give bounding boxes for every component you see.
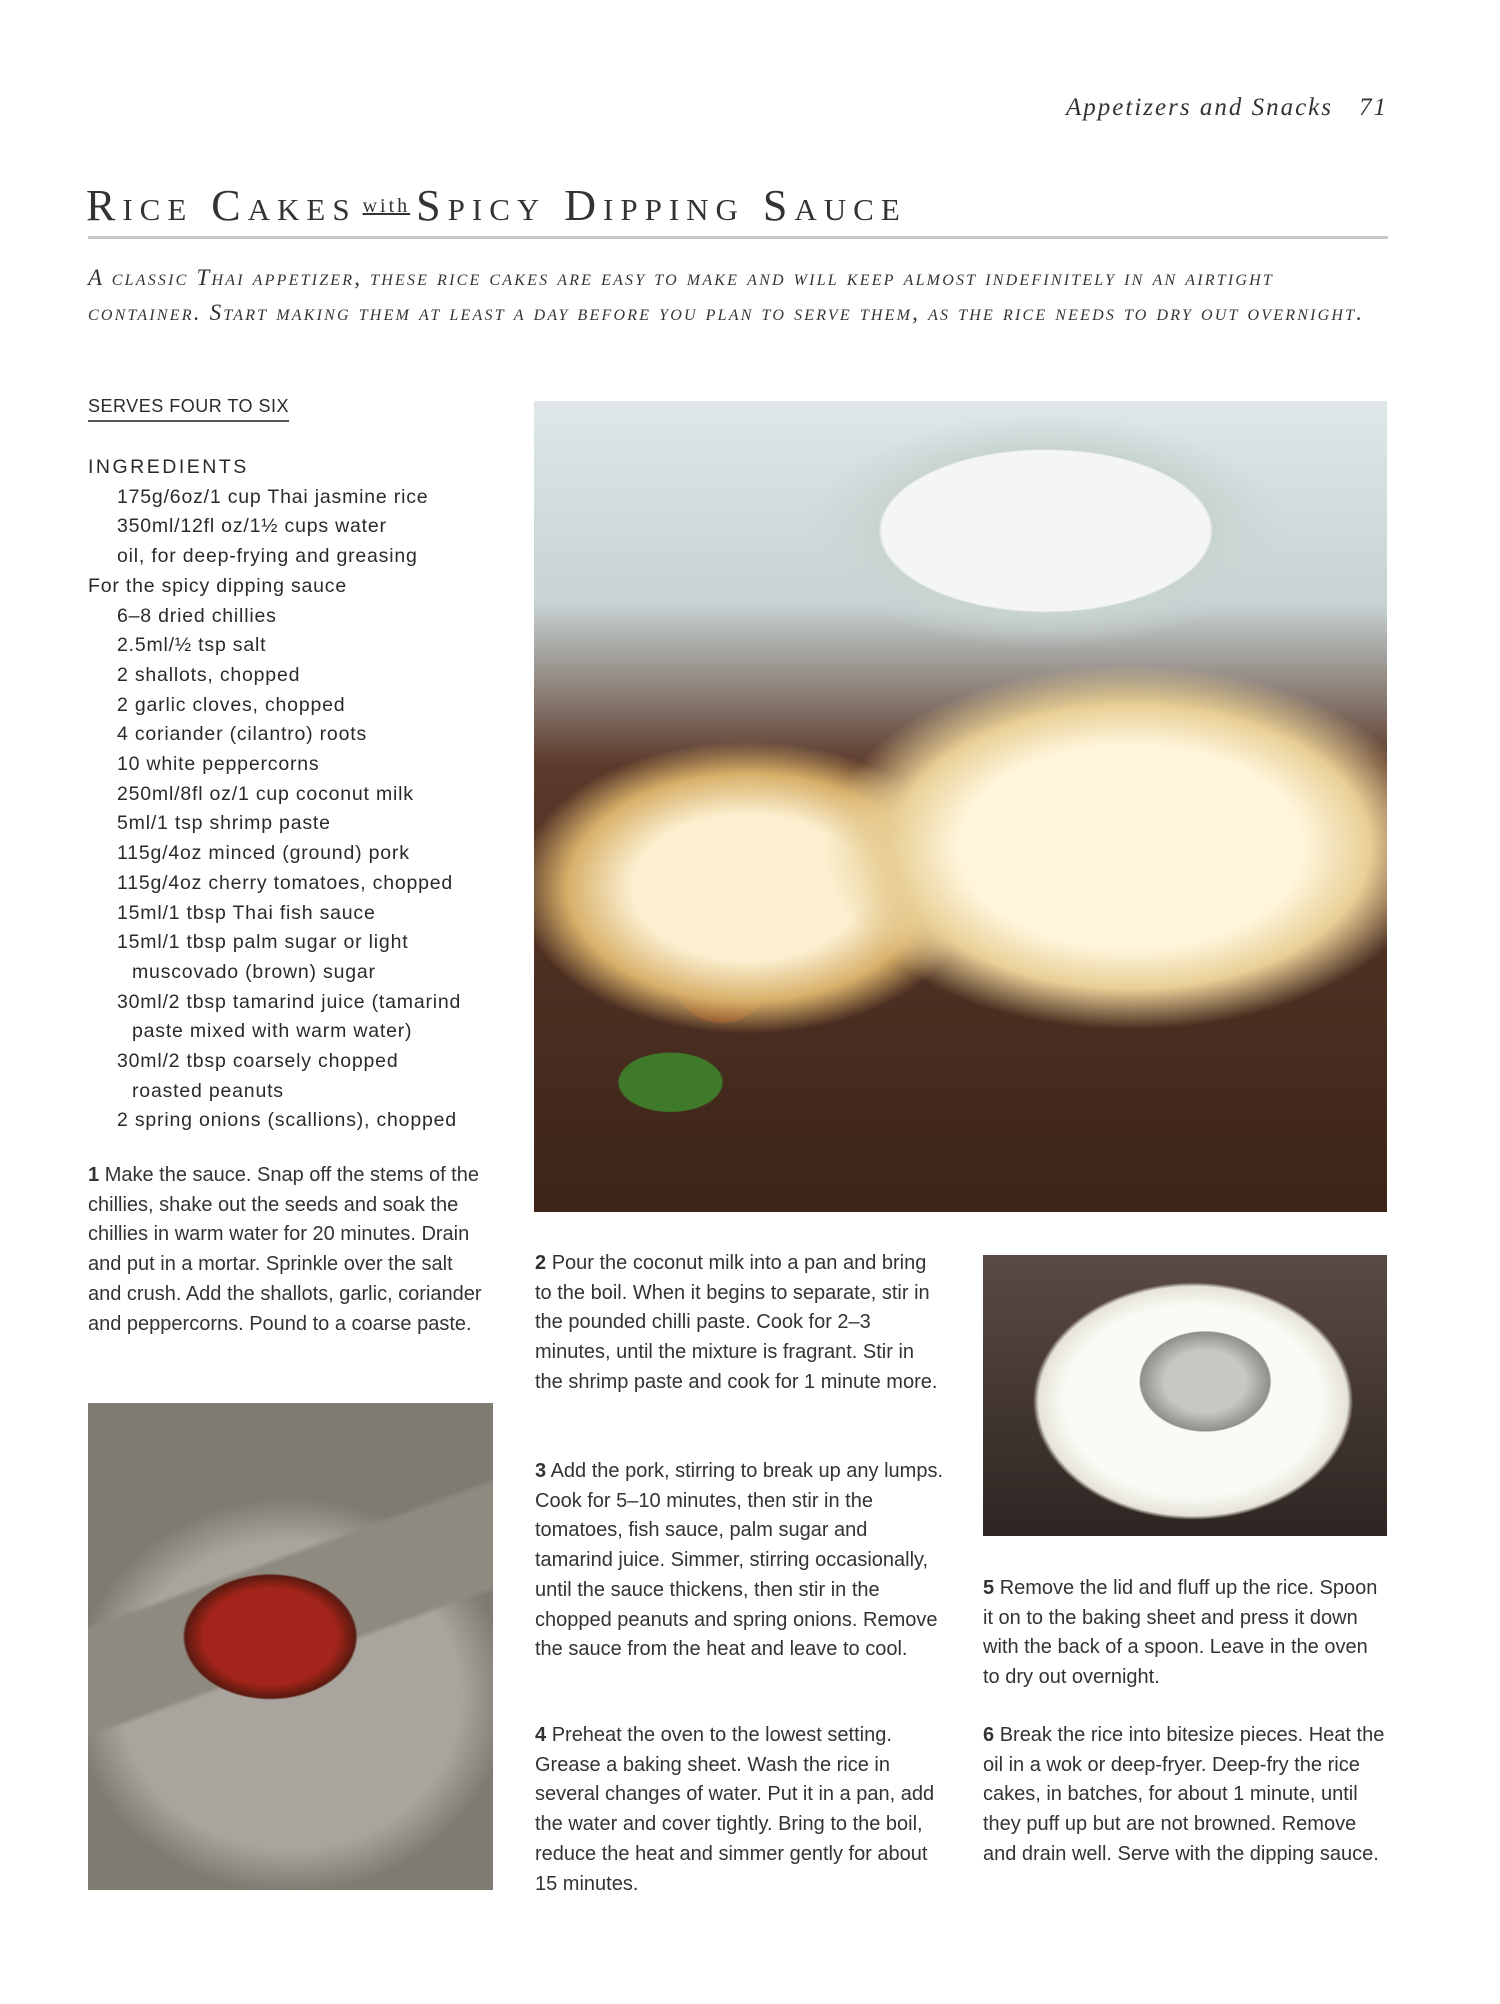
ingredient: 2.5ml/½ tsp salt bbox=[117, 634, 267, 657]
ingredient: 4 coriander (cilantro) roots bbox=[117, 723, 367, 746]
step-number: 6 bbox=[983, 1724, 995, 1746]
ingredient: 115g/4oz minced (ground) pork bbox=[117, 842, 410, 865]
section-title: Appetizers and Snacks bbox=[1066, 94, 1333, 121]
rice-cakes-photo bbox=[534, 401, 1387, 1212]
ingredient: 6–8 dried chillies bbox=[117, 604, 277, 627]
step-number: 3 bbox=[535, 1460, 547, 1482]
step-number: 5 bbox=[983, 1577, 995, 1599]
step-5 bbox=[983, 1574, 1387, 1693]
title-part-2: Spicy Dipping Sauce bbox=[416, 181, 907, 230]
step-text: Remove the lid and fluff up the rice. Spoon it on to the baking sheet and press it down with the back of a spoon. Leave in the oven to dry out overnight. bbox=[983, 1577, 1378, 1689]
ingredient: 350ml/12fl oz/1½ cups water bbox=[117, 515, 387, 538]
step-text: Preheat the oven to the lowest setting. Grease a baking sheet. Wash the rice in several changes of water. Put it in a pan, add the water and cover tightly. Bring to the boil, reduce the heat and simmer gently for about 15 minutes. bbox=[535, 1724, 935, 1895]
ingredient: 2 spring onions (scallions), chopped bbox=[117, 1109, 457, 1132]
ingredient: 2 garlic cloves, chopped bbox=[117, 693, 346, 716]
step-text: Add the pork, stirring to break up any lumps. Cook for 5–10 minutes, then stir in the tomatoes, fish sauce, palm sugar and tamarind juice. Simmer, stirring occasionally, until the sauce thickens, then stir in the chopped peanuts and spring onions. Remove the sauce from the heat and leave to cool. bbox=[535, 1460, 943, 1661]
ingredient: 15ml/1 tbsp Thai fish sauce bbox=[117, 901, 376, 924]
step-2 bbox=[535, 1249, 945, 1398]
title-part-1: Rice Cakes bbox=[86, 181, 357, 230]
recipe-title bbox=[86, 180, 907, 231]
step-number: 2 bbox=[535, 1252, 547, 1274]
step-text: Make the sauce. Snap off the stems of the chillies, shake out the seeds and soak the chillies in warm water for 20 minutes. Drain and put in a mortar. Sprinkle over the salt and crush. Add the shallots, garlic, coriander and peppercorns. Pound to a coarse paste. bbox=[88, 1164, 482, 1335]
intro-text: A classic Thai appetizer, these rice cakes are easy to make and will keep almost indefinitely in an airtight container. Start making them at least a day before you plan to serve them, as the rice needs to dry out overnight. bbox=[88, 265, 1365, 325]
serves-label: SERVES FOUR TO SIX bbox=[88, 396, 289, 422]
ingredient: 30ml/2 tbsp coarsely chopped bbox=[117, 1050, 399, 1073]
ingredient: oil, for deep-frying and greasing bbox=[117, 545, 418, 568]
page-number: 71 bbox=[1359, 94, 1388, 121]
ingredient-continued: muscovado (brown) sugar bbox=[132, 960, 376, 983]
title-with: with bbox=[362, 195, 411, 217]
step-text: Break the rice into bitesize pieces. Heat the oil in a wok or deep-fryer. Deep-fry the rice cakes, in batches, for about 1 minute, until they puff up but are not browned. Remove and drain well. Serve with the dipping sauce. bbox=[983, 1724, 1385, 1865]
ingredient: 115g/4oz cherry tomatoes, chopped bbox=[117, 871, 454, 894]
step-1 bbox=[88, 1161, 488, 1339]
mortar-pestle-photo bbox=[88, 1403, 493, 1890]
ingredient: 2 shallots, chopped bbox=[117, 663, 301, 686]
ingredients-list bbox=[88, 453, 508, 1136]
step-number: 4 bbox=[535, 1724, 547, 1746]
step-3 bbox=[535, 1457, 945, 1665]
running-header bbox=[1066, 94, 1388, 122]
ingredient-continued: paste mixed with warm water) bbox=[132, 1020, 413, 1043]
sauce-heading: For the spicy dipping sauce bbox=[88, 574, 347, 597]
ingredient: 15ml/1 tbsp palm sugar or light bbox=[117, 931, 409, 954]
ingredient: 5ml/1 tsp shrimp paste bbox=[117, 812, 331, 835]
rice-spoon-photo bbox=[983, 1255, 1387, 1536]
step-number: 1 bbox=[88, 1164, 100, 1186]
step-6 bbox=[983, 1721, 1387, 1870]
title-rule bbox=[88, 236, 1388, 239]
ingredient: 250ml/8fl oz/1 cup coconut milk bbox=[117, 782, 414, 805]
ingredient: 30ml/2 tbsp tamarind juice (tamarind bbox=[117, 990, 462, 1013]
step-4 bbox=[535, 1721, 945, 1899]
step-text: Pour the coconut milk into a pan and bring to the boil. When it begins to separate, stir in the pounded chilli paste. Cook for 2–3 minutes, until the mixture is fragrant. Stir in the shrimp paste and cook for 1 minute more. bbox=[535, 1252, 938, 1393]
ingredient-continued: roasted peanuts bbox=[132, 1079, 284, 1102]
ingredients-heading: INGREDIENTS bbox=[88, 456, 249, 478]
ingredient: 175g/6oz/1 cup Thai jasmine rice bbox=[117, 485, 429, 508]
ingredient: 10 white peppercorns bbox=[117, 753, 320, 776]
